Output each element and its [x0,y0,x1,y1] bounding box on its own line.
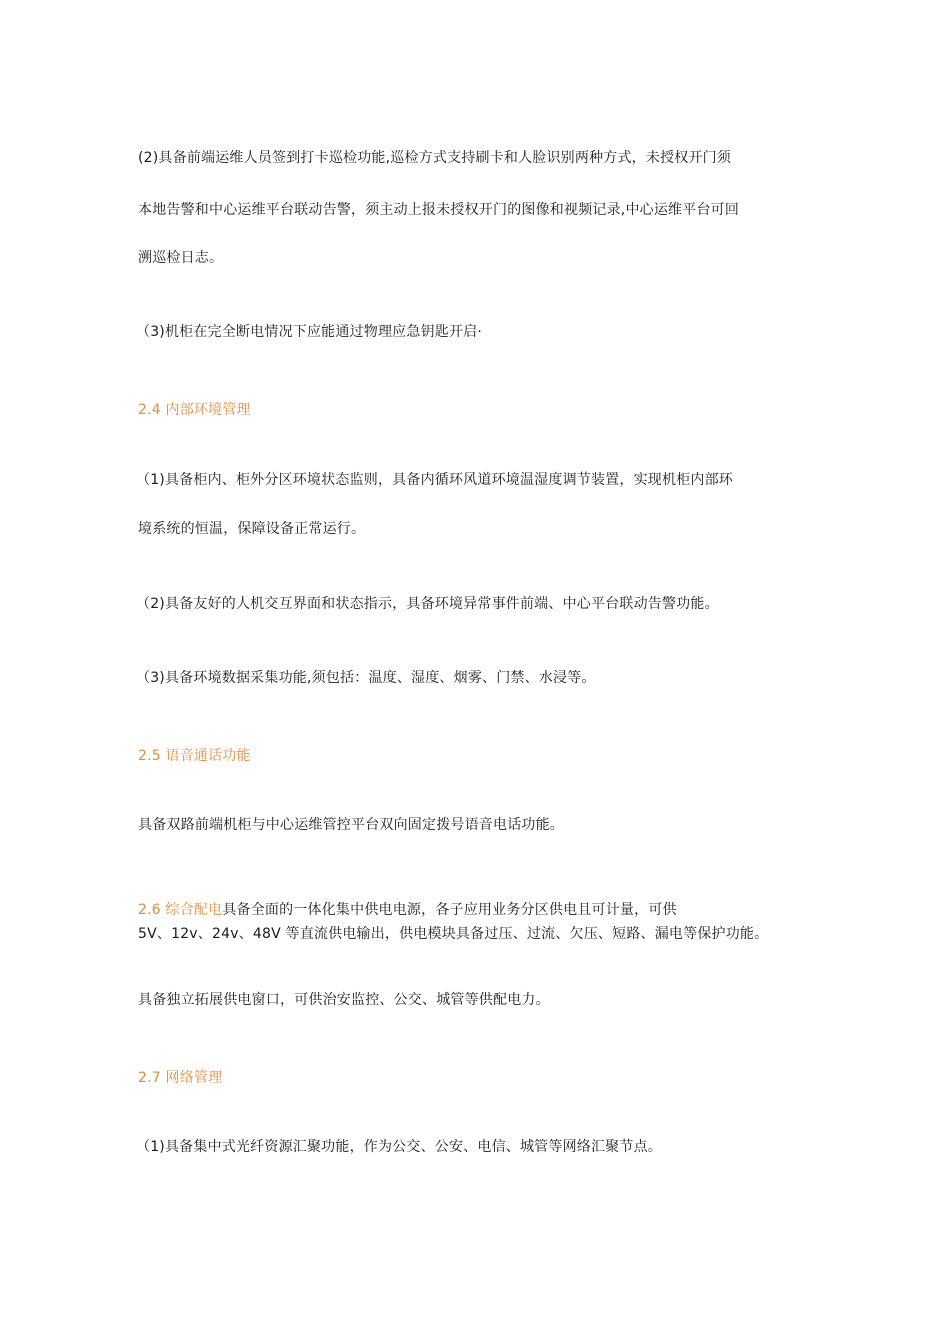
paragraph-power-1-line-2: 5V、12v、24v、48V 等直流供电输出，供电模块具备过压、过流、欠压、短路、漏电等保护功能。 [138,926,769,942]
paragraph-power-2: 具备独立拓展供电窗口，可供治安监控、公交、城管等供配电力。 [138,992,550,1008]
section-heading-2-7: 2.7 网络管理 [138,1070,223,1086]
paragraph-voice-1: 具备双路前端机柜与中心运维管控平台双向固定拨号语音电话功能。 [138,817,564,833]
paragraph-access-3: （3)机柜在完全断电情况下应能通过物理应急钥匙开启· [136,324,483,340]
paragraph-power-1-text: 具备全面的一体化集中供电电源，各子应用业务分区供电且可计量，可供 [222,902,677,918]
paragraph-power-1-line-1 [138,900,677,920]
paragraph-access-2-line-2: 本地告警和中心运维平台联动告警，须主动上报未授权开门的图像和视频记录,中心运维平台可回 [138,202,740,218]
section-heading-2-4: 2.4 内部环境管理 [138,402,251,418]
paragraph-env-1-line-2: 境系统的恒温，保障设备正常运行。 [138,521,366,537]
section-heading-2-6: 2.6 综合配电 [138,902,223,918]
paragraph-env-2: （2)具备友好的人机交互界面和状态指示，具备环境异常事件前端、中心平台联动告警功能。 [136,596,719,612]
paragraph-env-3: （3)具备环境数据采集功能,须包括：温度、湿度、烟雾、门禁、水浸等。 [136,670,596,686]
paragraph-env-1-line-1: （1)具备柜内、柜外分区环境状态监则，具备内循环风道环境温湿度调节装置，实现机柜内部环 [136,472,733,488]
paragraph-access-2-line-3: 溯巡检日志。 [138,250,224,266]
paragraph-access-2-line-1: (2)具备前端运维人员签到打卡巡检功能,巡检方式支持刷卡和人脸识别两种方式，未授权开门须 [138,150,732,166]
section-heading-2-5: 2.5 语音通话功能 [138,748,251,764]
paragraph-network-1: （1)具备集中式光纤资源汇聚功能，作为公交、公安、电信、城管等网络汇聚节点。 [136,1139,662,1155]
